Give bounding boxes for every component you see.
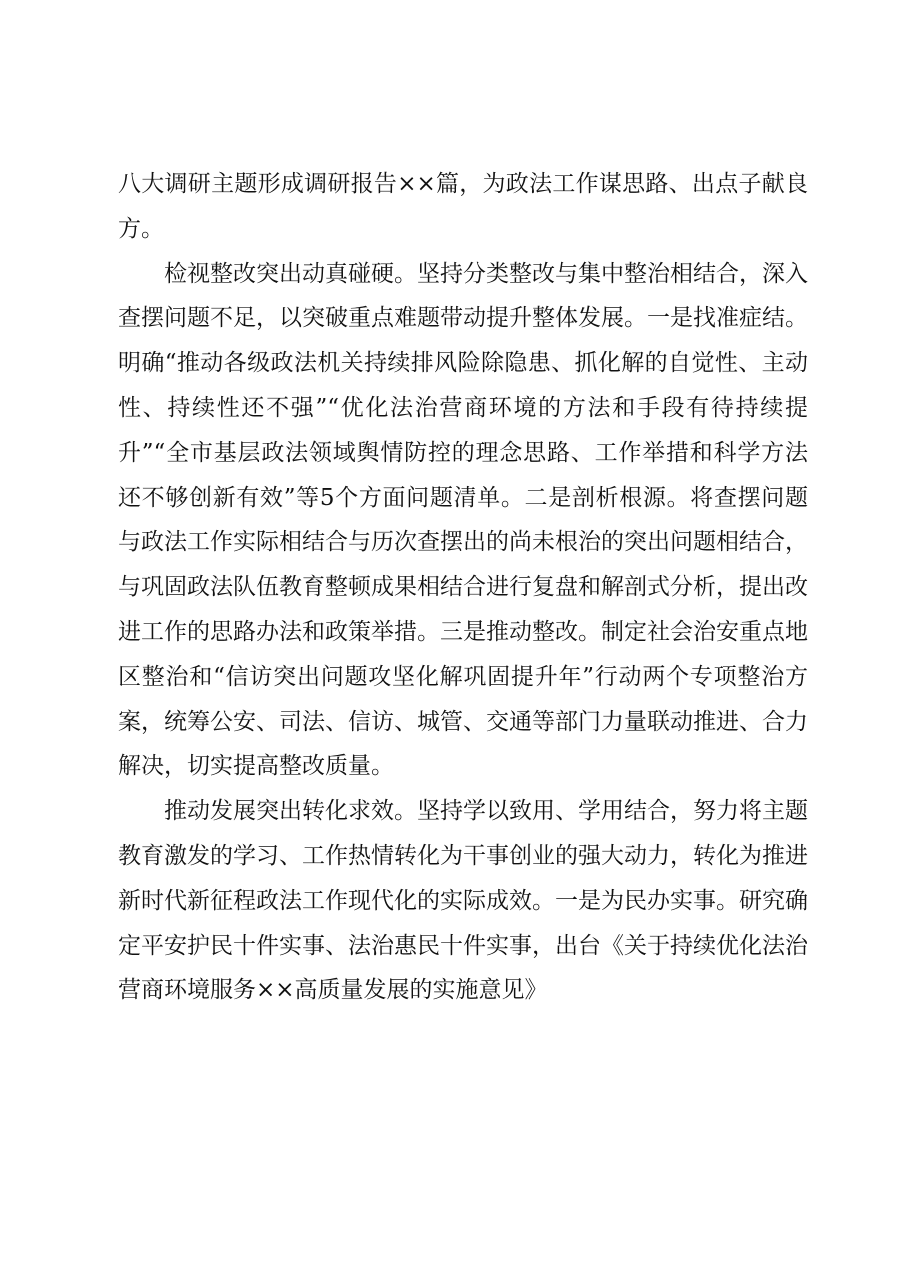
paragraph-continuation: 八大调研主题形成调研报告××篇，为政法工作谋思路、出点子献良方。	[118, 171, 808, 242]
document-body	[118, 162, 808, 1013]
paragraph-development: 推动发展突出转化求效。坚持学以致用、学用结合，努力将主题教育激发的学习、工作热情转化为干事创业的强大动力，转化为推进新时代新征程政法工作现代化的实际成效。一是为民办实事。研究确定平安护民十件实事、法治惠民十件实事，出台《关于持续优化法治营商环境服务××高质量发展的实施意见》	[118, 798, 808, 1004]
paragraph-rectification: 检视整改突出动真碰硬。坚持分类整改与集中整治相结合，深入查摆问题不足，以突破重点难题带动提升整体发展。一是找准症结。明确“推动各级政法机关持续排风险除隐患、抓化解的自觉性、主动性、持续性还不强”“优化法治营商环境的方法和手段有待持续提升”“全市基层政法领域舆情防控的理念思路、工作举措和科学方法还不够创新有效”等5个方面问题清单。二是剖析根源。将查摆问题与政法工作实际相结合与历次查摆出的尚未根治的突出问题相结合，与巩固政法队伍教育整顿成果相结合进行复盘和解剖式分析，提出改进工作的思路办法和政策举措。三是推动整改。制定社会治安重点地区整治和“信访突出问题攻坚化解巩固提升年”行动两个专项整治方案，统筹公安、司法、信访、城管、交通等部门力量联动推进、合力解决，切实提高整改质量。	[118, 260, 808, 780]
